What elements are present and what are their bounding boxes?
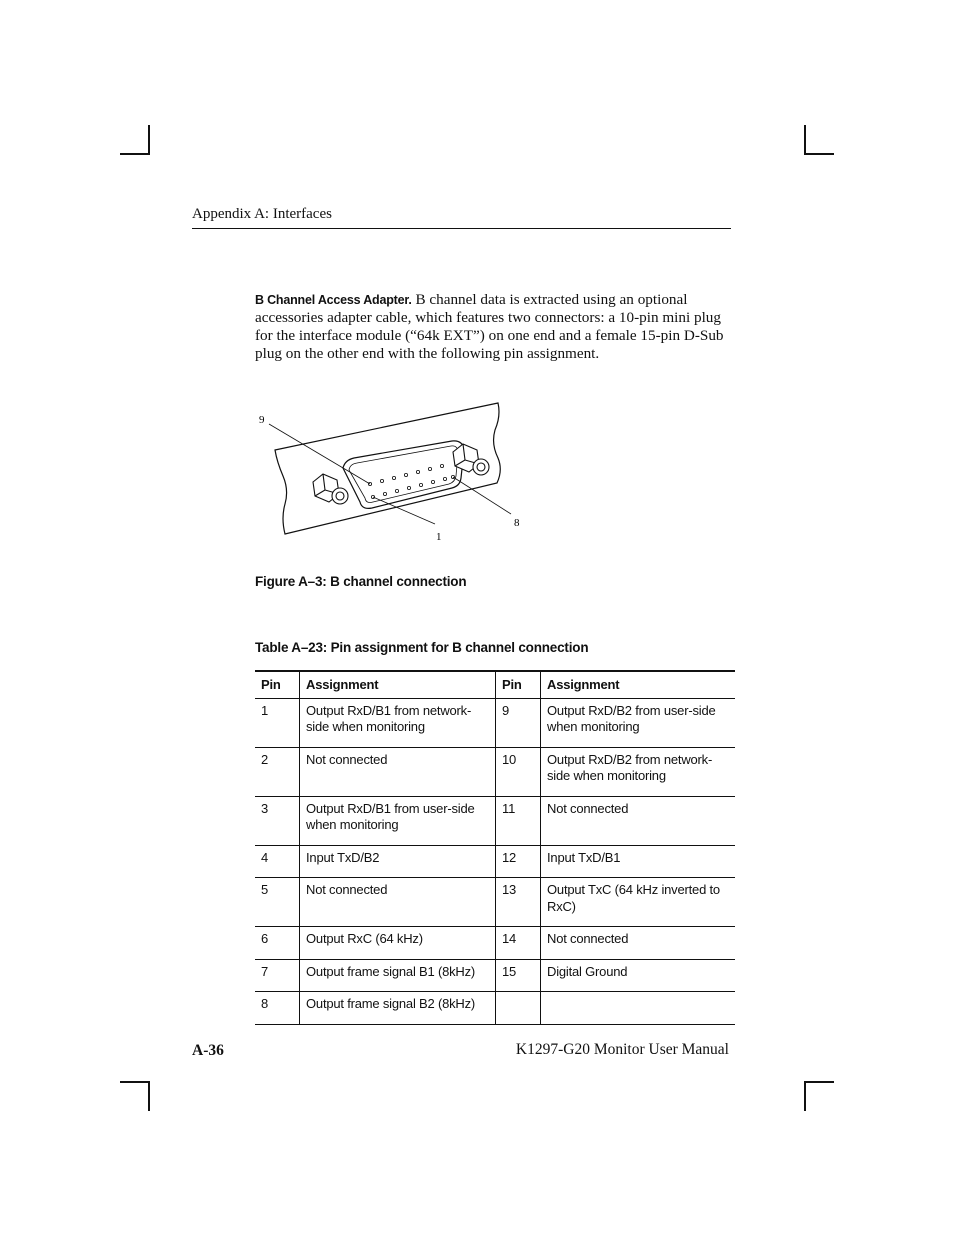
table-row xyxy=(255,878,735,927)
table-header-row xyxy=(255,671,735,698)
cell-pin: 11 xyxy=(496,796,541,845)
cell-pin: 14 xyxy=(496,927,541,960)
pin-assignment-table xyxy=(255,670,735,1025)
cell-assignment: Not connected xyxy=(300,878,496,927)
crop-mark-bottom-left-vertical xyxy=(148,1081,150,1111)
pin-label-1: 1 xyxy=(436,531,442,543)
cell-assignment: Digital Ground xyxy=(541,959,736,992)
cell-pin: 12 xyxy=(496,845,541,878)
table-row xyxy=(255,747,735,796)
dsub-connector-drawing xyxy=(255,398,535,548)
cell-pin: 5 xyxy=(255,878,300,927)
intro-paragraph xyxy=(255,291,737,363)
dsub-connector-figure xyxy=(255,398,535,548)
table-header-assignment: Assignment xyxy=(541,671,736,698)
cell-assignment: Output TxC (64 kHz inverted to RxC) xyxy=(541,878,736,927)
intro-lead-heading: B Channel Access Adapter. xyxy=(255,293,412,307)
cell-pin: 10 xyxy=(496,747,541,796)
running-header xyxy=(192,206,731,229)
table-row xyxy=(255,927,735,960)
cell-pin: 4 xyxy=(255,845,300,878)
crop-mark-top-right-horizontal xyxy=(804,153,834,155)
cell-assignment: Output frame signal B2 (8kHz) xyxy=(300,992,496,1025)
pin-label-8: 8 xyxy=(514,517,520,529)
cell-pin xyxy=(496,992,541,1025)
pin-label-9: 9 xyxy=(259,414,265,426)
table-row xyxy=(255,796,735,845)
cell-assignment: Output frame signal B1 (8kHz) xyxy=(300,959,496,992)
cell-assignment: Not connected xyxy=(300,747,496,796)
cell-assignment: Output RxC (64 kHz) xyxy=(300,927,496,960)
cell-pin: 15 xyxy=(496,959,541,992)
manual-title: K1297-G20 Monitor User Manual xyxy=(515,1041,729,1058)
table-row xyxy=(255,698,735,747)
figure-caption: Figure A–3: B channel connection xyxy=(255,574,467,589)
cell-assignment: Input TxD/B1 xyxy=(541,845,736,878)
cell-assignment: Output RxD/B1 from user-side when monitoring xyxy=(300,796,496,845)
cell-assignment: Not connected xyxy=(541,796,736,845)
cell-assignment: Not connected xyxy=(541,927,736,960)
crop-mark-bottom-right-horizontal xyxy=(804,1081,834,1083)
crop-mark-top-right-vertical xyxy=(804,125,806,155)
cell-assignment: Output RxD/B1 from network-side when monitoring xyxy=(300,698,496,747)
table-row xyxy=(255,845,735,878)
cell-assignment: Output RxD/B2 from network-side when monitoring xyxy=(541,747,736,796)
crop-mark-bottom-right-vertical xyxy=(804,1081,806,1111)
cell-pin: 1 xyxy=(255,698,300,747)
cell-assignment xyxy=(541,992,736,1025)
intro-body-text: B channel data is extracted using an optional accessories adapter cable, which features two connectors: a 10-pin mini plug for the interface module (“64k EXT”) on one end and a female 15-pin D-Sub plug on the other end with the following pin assignment. xyxy=(255,291,724,362)
cell-pin: 6 xyxy=(255,927,300,960)
cell-pin: 9 xyxy=(496,698,541,747)
cell-pin: 13 xyxy=(496,878,541,927)
table-header-assignment: Assignment xyxy=(300,671,496,698)
cell-pin: 2 xyxy=(255,747,300,796)
table-row xyxy=(255,959,735,992)
crop-mark-top-left-vertical xyxy=(148,125,150,155)
crop-mark-top-left-horizontal xyxy=(120,153,150,155)
table-row xyxy=(255,992,735,1025)
table-caption: Table A–23: Pin assignment for B channel connection xyxy=(255,640,589,655)
cell-pin: 3 xyxy=(255,796,300,845)
header-section-title: Appendix A: Interfaces xyxy=(192,206,332,222)
crop-mark-bottom-left-horizontal xyxy=(120,1081,150,1083)
table-header-pin: Pin xyxy=(496,671,541,698)
table-header-pin: Pin xyxy=(255,671,300,698)
cell-pin: 8 xyxy=(255,992,300,1025)
page-number: A-36 xyxy=(192,1042,224,1059)
cell-assignment: Output RxD/B2 from user-side when monitoring xyxy=(541,698,736,747)
cell-assignment: Input TxD/B2 xyxy=(300,845,496,878)
cell-pin: 7 xyxy=(255,959,300,992)
